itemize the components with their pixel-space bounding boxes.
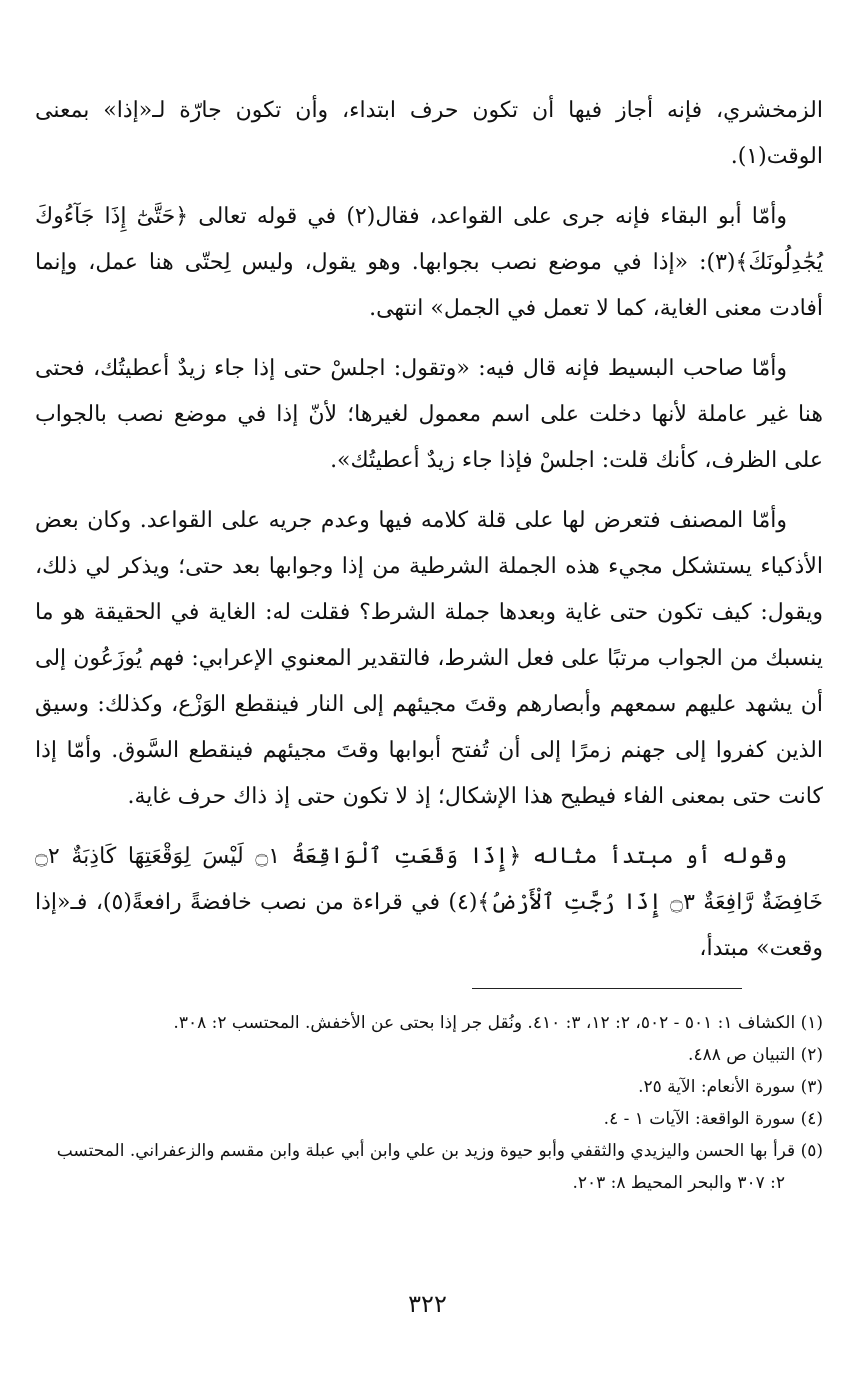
- paragraph-5: وقوله أو مبتدأ مثاله ﴿إِذَا وَقَعَتِ ٱلْوَاقِعَةُ ۝١ لَيْسَ لِوَقْعَتِهَا كَاذِبَةٌ ۝٢ خَافِضَةٌ رَّافِعَةٌ ۝٣ إِذَا رُجَّتِ ٱلْأَرْضُ﴾(٤) في قراءة من نصب خافضةً رافعةً(٥)، فـ«إذا وقعت» مبتدأ،: [35, 844, 824, 961]
- footnotes: [40, 1007, 823, 1199]
- paragraph-4: وأمّا المصنف فتعرض لها على قلة كلامه فيها وعدم جريه على القواعد. وكان بعض الأذكياء يستشكل مجيء هذه الجملة الشرطية من إذا وجوابها بعد حتى؛ ويذكر لي ذلك، ويقول: كيف تكون حتى غاية وبعدها جملة الشرط؟ فقلت له: الغاية في الحقيقة هو ما ينسبك من الجواب مرتبًا على فعل الشرط، فالتقدير المعنوي الإعرابي: فهم يُوزَعُون إلى أن يشهد عليهم سمعهم وأبصارهم وقتَ مجيئهم إلى النار فينقطع الوَزْع، وكذلك: وسيق الذين كفروا إلى جهنم زمرًا إلى أن تُفتح أبوابها وقتَ مجيئهم فينقطع السَّوق. وأمّا إذا كانت حتى بمعنى الفاء فيطيح هذا الإشكال؛ إذ لا تكون حتى إذ ذاك حرف غاية.: [35, 508, 823, 809]
- main-text: [35, 88, 823, 986]
- paragraph-2: وأمّا أبو البقاء فإنه جرى على القواعد، فقال(٢) في قوله تعالى ﴿حَتَّىٰٓ إِذَا جَآءُوكَ يُجَٰدِلُونَكَ﴾(٣): «إذا في موضع نصب بجوابها. وهو يقول، وليس لِحتّى هنا عمل، وإنما أفادت معنى الغاية، كما لا تعمل في الجمل» انتهى.: [35, 204, 823, 321]
- paragraph-1: الزمخشري، فإنه أجاز فيها أن تكون حرف ابتداء، وأن تكون جارّة لـ«إذا» بمعنى الوقت(١).: [35, 98, 823, 169]
- footnote-4: (٤) سورة الواقعة: الآيات ١ - ٤.: [603, 1109, 823, 1129]
- paragraph-3: وأمّا صاحب البسيط فإنه قال فيه: «وتقول: اجلسْ حتى إذا جاء زيدٌ أعطيتُك، فحتى هنا غير عاملة لأنها دخلت على اسم معمول لغيرها؛ لأنّ إذا في موضع نصب بالجواب على الظرف، كأنك قلت: اجلسْ فإذا جاء زيدٌ أعطيتُك».: [35, 356, 824, 473]
- footnote-1: (١) الكشاف ١: ٥٠١ - ٥٠٢، ٢: ١٢، ٣: ٤١٠. ونُقل جر إذا بحتى عن الأخفش. المحتسب ٢: ٣٠٨.: [173, 1013, 823, 1033]
- footnote-5: (٥) قرأ بها الحسن واليزيدي والثقفي وأبو حيوة وزيد بن علي وابن أبي عبلة وابن مقسم والزعفراني. المحتسب ٢: ٣٠٧ والبحر المحيط ٨: ٢٠٣.: [56, 1141, 823, 1193]
- footnote-divider: [472, 988, 742, 989]
- footnote-2: (٢) التبيان ص ٤٨٨.: [688, 1045, 823, 1065]
- footnote-3: (٣) سورة الأنعام: الآية ٢٥.: [638, 1077, 823, 1097]
- page-number: ٣٢٢: [408, 1290, 447, 1318]
